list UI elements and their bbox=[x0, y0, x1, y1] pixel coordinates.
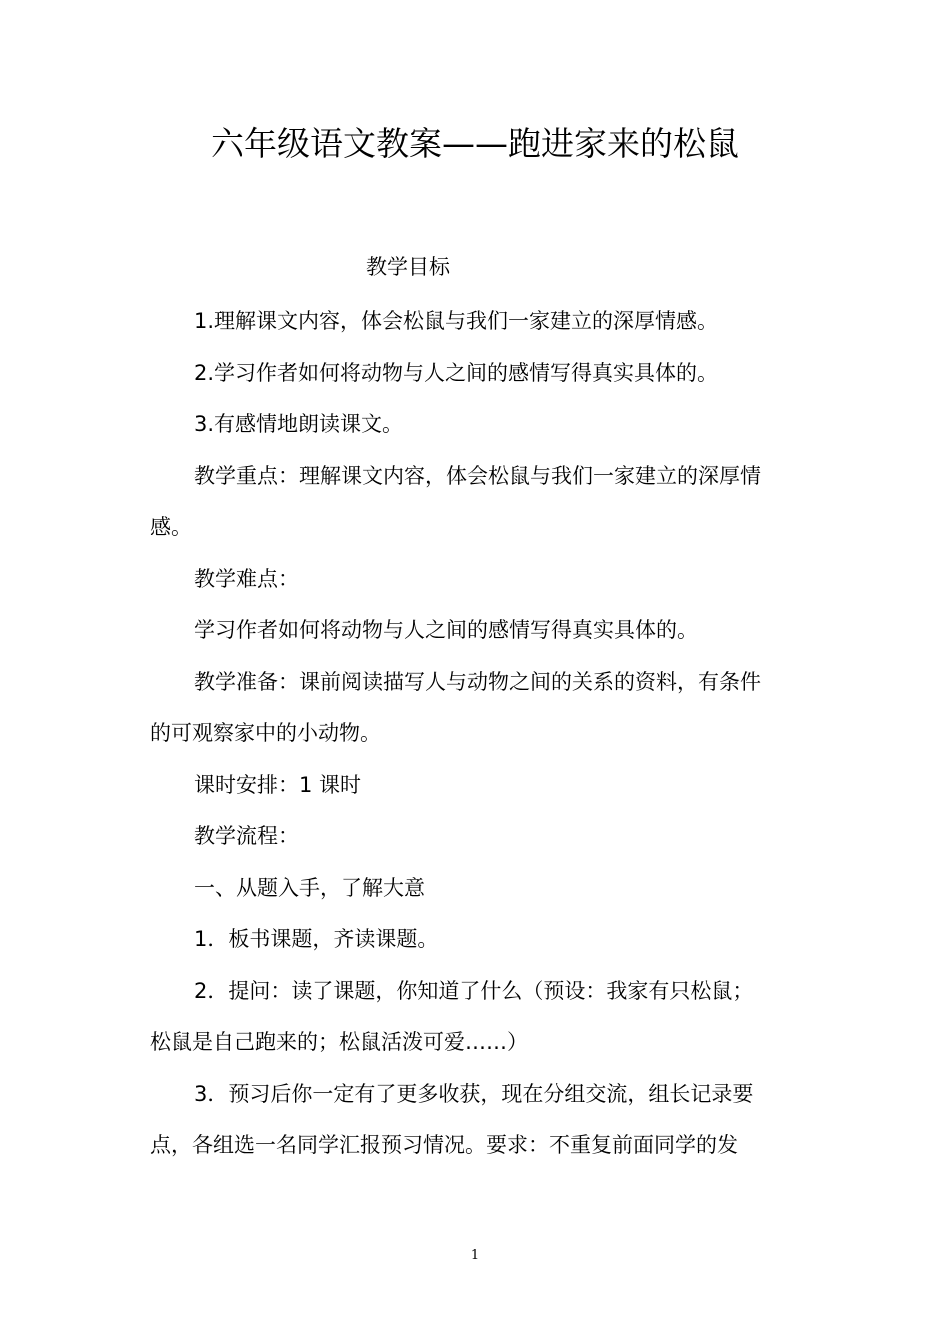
text-line: 一、从题入手，了解大意 bbox=[194, 875, 425, 900]
text-line: 的可观察家中的小动物。 bbox=[150, 721, 381, 745]
text-line: 课时安排：1 课时 bbox=[194, 772, 362, 797]
text-line: 2．提问：读了课题，你知道了什么（预设：我家有只松鼠； bbox=[194, 978, 754, 1003]
text-line: 教学难点： bbox=[194, 566, 299, 591]
text-line: 3．预习后你一定有了更多收获，现在分组交流，组长记录要 bbox=[194, 1081, 754, 1106]
page-number: 1 bbox=[470, 1248, 480, 1263]
text-line: 1.理解课文内容，体会松鼠与我们一家建立的深厚情感。 bbox=[194, 309, 719, 333]
text-line: 教学重点：理解课文内容，体会松鼠与我们一家建立的深厚情 bbox=[194, 463, 761, 488]
text-line: 点，各组选一名同学汇报预习情况。要求：不重复前面同学的发 bbox=[150, 1133, 738, 1157]
text-line: 学习作者如何将动物与人之间的感情写得真实具体的。 bbox=[194, 618, 698, 642]
text-line: 3.有感情地朗读课文。 bbox=[194, 412, 404, 436]
text-line: 感。 bbox=[150, 515, 192, 539]
body-text bbox=[150, 296, 800, 1172]
section-heading: 教学目标 bbox=[366, 255, 450, 279]
text-line: 1．板书课题，齐读课题。 bbox=[194, 927, 439, 951]
text-line: 教学准备：课前阅读描写人与动物之间的关系的资料，有条件 bbox=[194, 669, 761, 694]
page-title: 六年级语文教案——跑进家来的松鼠 bbox=[211, 124, 739, 163]
text-line: 2.学习作者如何将动物与人之间的感情写得真实具体的。 bbox=[194, 360, 719, 385]
text-line: 教学流程： bbox=[194, 824, 299, 848]
text-line: 松鼠是自己跑来的；松鼠活泼可爱……） bbox=[150, 1030, 528, 1054]
